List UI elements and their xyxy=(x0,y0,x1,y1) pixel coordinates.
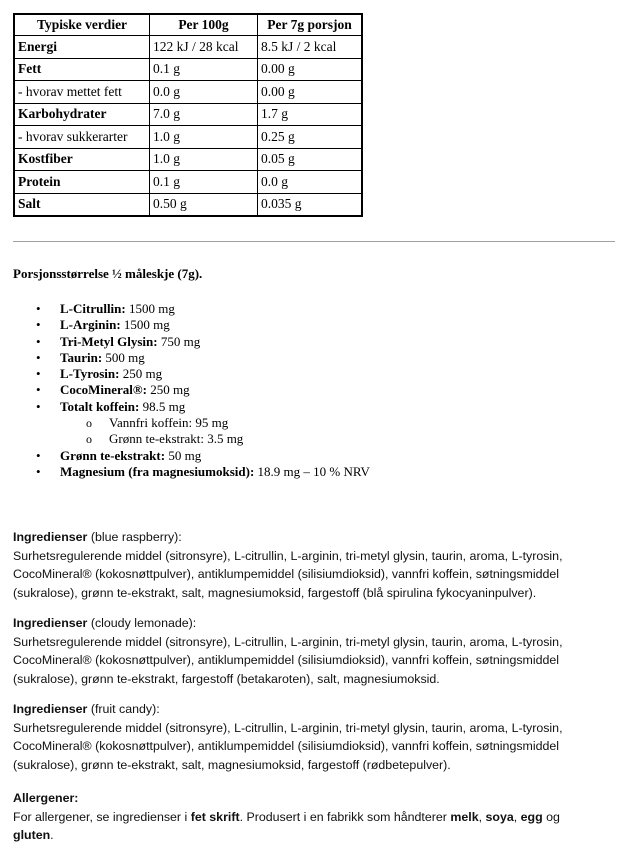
nutrition-row xyxy=(14,171,362,194)
value-per-100g: 0.0 g xyxy=(150,81,258,104)
value-per-7g: 0.0 g xyxy=(258,171,363,194)
ingredient-amount: 18.9 mg – 10 % NRV xyxy=(257,463,370,479)
list-item xyxy=(36,382,370,398)
nutrient-label: Energi xyxy=(14,36,150,59)
allergens-text-pre: For allergener, se ingredienser i xyxy=(13,809,191,824)
nutrient-label: - hvorav sukkerarter xyxy=(14,126,150,149)
ingredient-name: Tri-Metyl Glysin: xyxy=(60,333,158,349)
ingredients-heading: Ingredienser xyxy=(13,702,88,716)
allergen-milk: melk xyxy=(450,809,479,824)
value-per-100g: 1.0 g xyxy=(150,148,258,171)
nutrition-header-row xyxy=(14,14,362,36)
value-per-7g: 8.5 kJ / 2 kcal xyxy=(258,36,363,59)
ingredient-amount: 250 mg xyxy=(122,366,163,382)
value-per-100g: 0.50 g xyxy=(150,193,258,216)
ingredient-name: L-Citrullin: xyxy=(60,301,126,316)
nutrition-row xyxy=(14,148,362,171)
ingredients-block-blue-raspberry xyxy=(13,528,613,602)
list-item xyxy=(36,464,370,480)
allergen-soy: soya xyxy=(485,809,514,824)
value-per-7g: 0.00 g xyxy=(258,58,363,81)
allergens-block xyxy=(13,789,613,845)
nutrition-row xyxy=(14,58,362,81)
value-per-7g: 0.00 g xyxy=(258,81,363,104)
ingredient-amount: 750 mg xyxy=(160,333,201,349)
ingredient-name: Totalt koffein: xyxy=(60,398,140,414)
allergens-separator: , xyxy=(478,809,486,824)
value-per-100g: 122 kJ / 28 kcal xyxy=(150,36,258,59)
ingredient-amount: Vannfri koffein: 95 mg xyxy=(109,415,229,431)
allergens-text-mid: . Produsert i en fabrikk som håndterer xyxy=(239,809,451,824)
value-per-100g: 0.1 g xyxy=(150,171,258,194)
ingredient-amount: 250 mg xyxy=(150,382,190,398)
flavor-variant: (blue raspberry): xyxy=(90,530,182,544)
ingredient-name: CocoMineral®: xyxy=(60,382,147,398)
ingredients-text: Surhetsregulerende middel (sitronsyre), L-citrullin, L-arginin, tri-metyl glysin, taurin, aroma, L-tyrosin, CocoMineral® (kokosnøttpulver), antiklumpemiddel (silisiumdioksid), vannfri koffein, søtningsmiddel (sukralose), grønn te-ekstrakt, salt, magnesiumoksid, fargestoff (rødbetepulver). xyxy=(13,720,563,772)
nutrient-label: - hvorav mettet fett xyxy=(14,81,150,104)
nutrition-row xyxy=(14,103,362,126)
nutrient-label: Karbohydrater xyxy=(14,103,150,126)
value-per-100g: 1.0 g xyxy=(150,126,258,149)
list-item xyxy=(36,317,370,333)
ingredient-name: Taurin: xyxy=(60,349,103,365)
value-per-7g: 0.25 g xyxy=(258,126,363,149)
nutrition-row xyxy=(14,36,362,59)
ingredients-heading: Ingredienser xyxy=(13,530,88,544)
nutrition-row xyxy=(14,126,362,149)
allergens-bold-note: fet skrift xyxy=(190,809,240,824)
list-item xyxy=(36,350,370,366)
value-per-100g: 0.1 g xyxy=(150,58,258,81)
value-per-7g: 1.7 g xyxy=(258,103,363,126)
nutrition-table xyxy=(13,13,363,217)
list-item xyxy=(36,399,370,415)
allergen-gluten: gluten xyxy=(13,828,51,843)
allergens-end: . xyxy=(50,828,54,843)
list-item xyxy=(36,334,370,350)
ingredient-amount: 1500 mg xyxy=(128,301,175,316)
sub-list-item xyxy=(36,431,370,447)
header-typical-values: Typiske verdier xyxy=(14,14,150,36)
header-per-100g: Per 100g xyxy=(150,14,258,36)
active-ingredients-list xyxy=(36,301,370,480)
value-per-100g: 7.0 g xyxy=(150,103,258,126)
ingredient-name: Grønn te-ekstrakt: xyxy=(60,447,166,463)
nutrition-row xyxy=(14,81,362,104)
flavor-variant: (fruit candy): xyxy=(90,702,160,716)
ingredients-heading: Ingredienser xyxy=(13,616,88,630)
ingredient-name: Magnesium (fra magnesiumoksid): xyxy=(60,463,255,479)
ingredients-text: Surhetsregulerende middel (sitronsyre), L-citrullin, L-arginin, tri-metyl glysin, taurin, aroma, L-tyrosin, CocoMineral® (kokosnøttpulver), antiklumpemiddel (silisiumdioksid), vannfri koffein, søtningsmiddel (sukralose), grønn te-ekstrakt, fargestoff (betakaroten), salt, magnesiumoksid. xyxy=(13,634,563,686)
ingredient-amount: 500 mg xyxy=(105,349,145,365)
header-per-7g: Per 7g porsjon xyxy=(258,14,363,36)
value-per-7g: 0.05 g xyxy=(258,148,363,171)
allergens-separator: , xyxy=(513,809,521,824)
allergen-egg: egg xyxy=(520,809,543,824)
ingredients-block-cloudy-lemonade xyxy=(13,614,613,688)
portion-size: Porsjonsstørrelse ½ måleskje (7g). xyxy=(13,266,203,281)
allergens-heading: Allergener: xyxy=(13,791,79,805)
list-item xyxy=(36,448,370,464)
section-divider xyxy=(13,241,615,242)
ingredient-name: L-Tyrosin: xyxy=(60,366,120,382)
list-item xyxy=(36,366,370,382)
ingredient-amount: Grønn te-ekstrakt: 3.5 mg xyxy=(109,431,244,447)
value-per-7g: 0.035 g xyxy=(258,193,363,216)
ingredient-amount: 1500 mg xyxy=(123,317,170,333)
nutrient-label: Kostfiber xyxy=(14,148,150,171)
nutrient-label: Protein xyxy=(14,171,150,194)
flavor-variant: (cloudy lemonade): xyxy=(90,616,197,630)
ingredients-text: Surhetsregulerende middel (sitronsyre), L-citrullin, L-arginin, tri-metyl glysin, taurin, aroma, L-tyrosin, CocoMineral® (kokosnøttpulver), antiklumpemiddel (silisiumdioksid), vannfri koffein, søtningsmiddel (sukralose), grønn te-ekstrakt, salt, magnesiumoksid, fargestoff (blå spirulina fykocyaninpulver). xyxy=(13,548,563,600)
nutrient-label: Salt xyxy=(14,193,150,216)
ingredients-block-fruit-candy xyxy=(13,700,613,774)
ingredient-amount: 50 mg xyxy=(168,447,202,463)
nutrition-row xyxy=(14,193,362,216)
ingredient-amount: 98.5 mg xyxy=(142,398,186,414)
sub-list-item xyxy=(36,415,370,431)
allergens-and: og xyxy=(542,809,560,824)
ingredient-name: L-Arginin: xyxy=(60,317,121,333)
list-item xyxy=(36,301,370,317)
nutrient-label: Fett xyxy=(14,58,150,81)
